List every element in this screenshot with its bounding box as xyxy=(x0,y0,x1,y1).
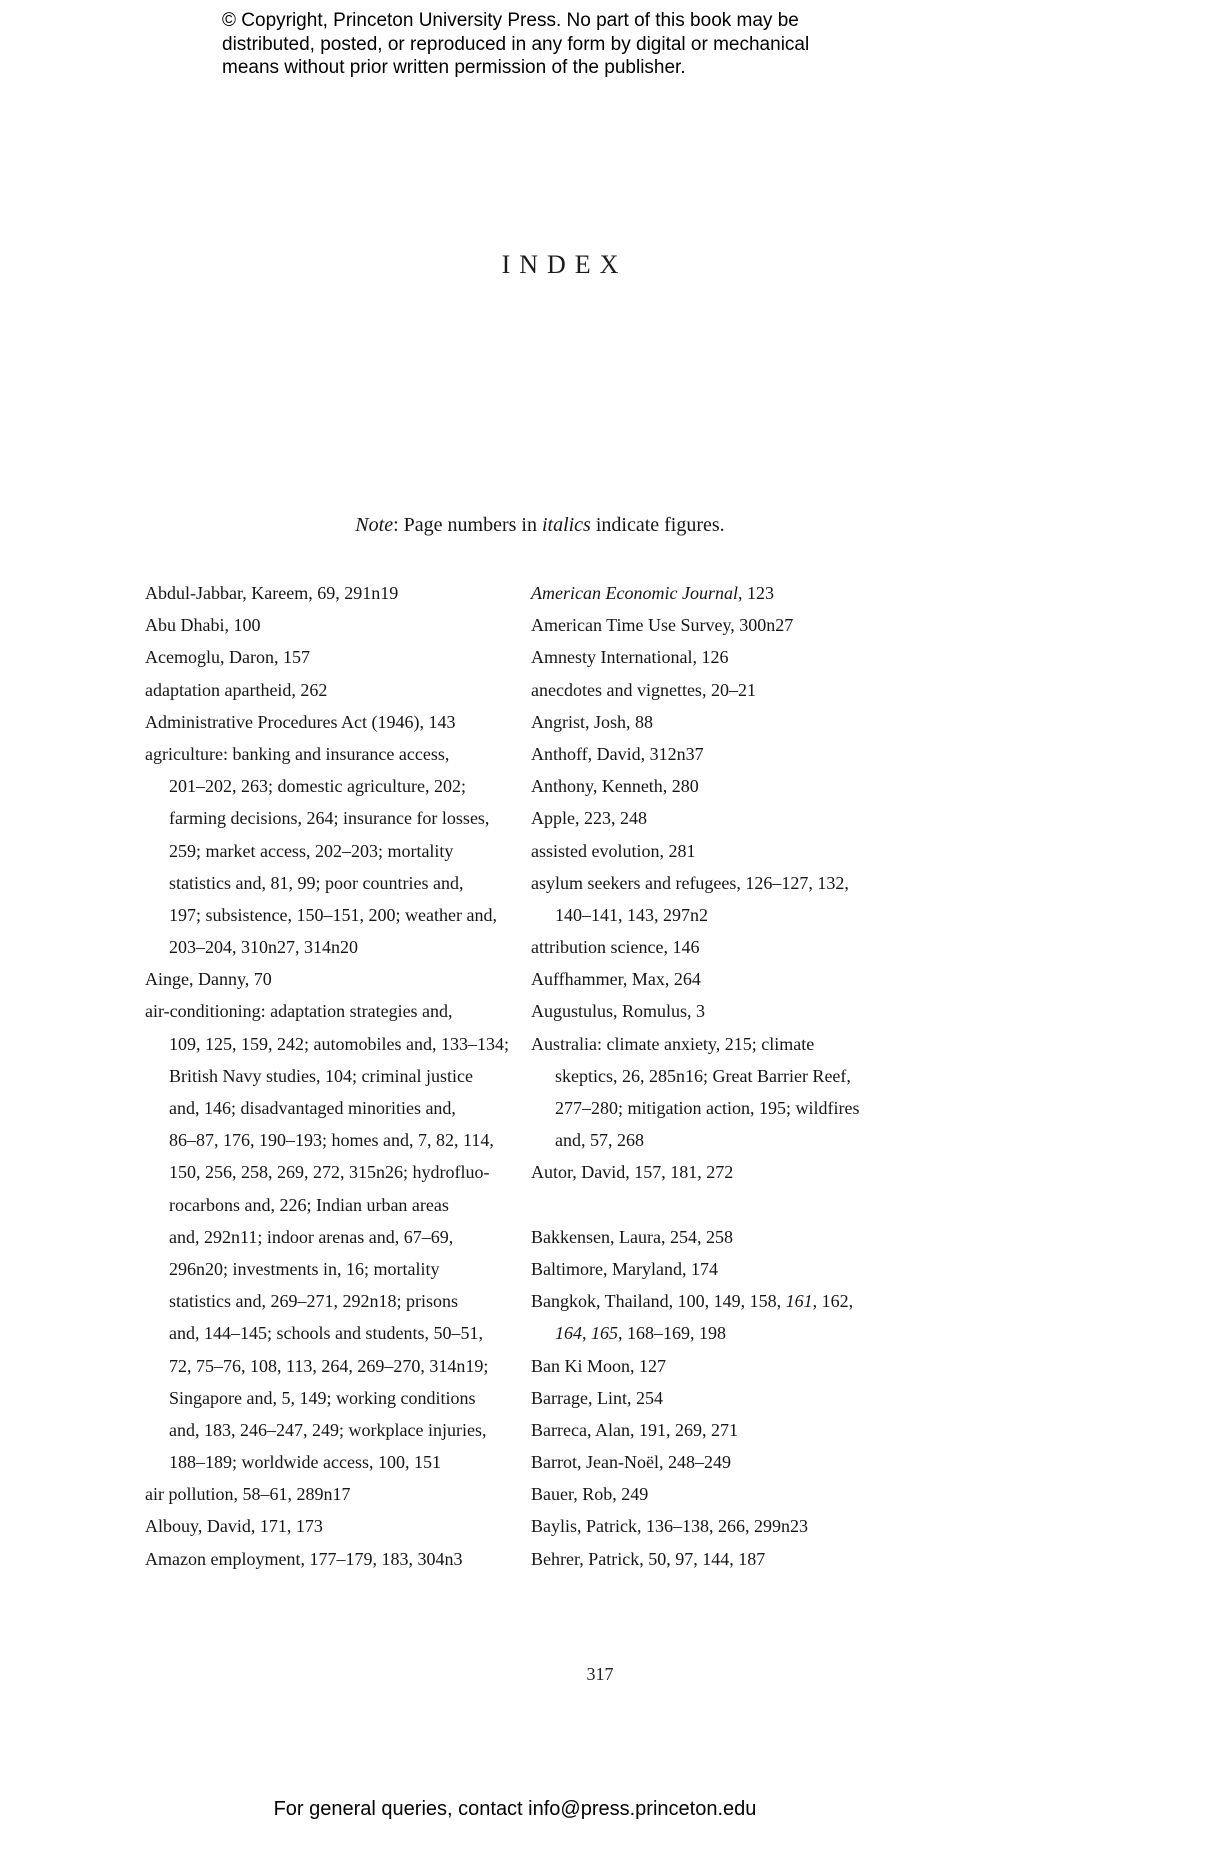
index-line: Anthony, Kenneth, 280 xyxy=(531,776,699,797)
index-line: rocarbons and, 226; Indian urban areas xyxy=(169,1194,449,1215)
index-line: Anthoff, David, 312n37 xyxy=(531,743,704,764)
index-line: Bakkensen, Laura, 254, 258 xyxy=(531,1226,733,1247)
index-line: and, 144–145; schools and students, 50–51, xyxy=(169,1323,483,1344)
index-line: anecdotes and vignettes, 20–21 xyxy=(531,679,756,700)
index-line: Abu Dhabi, 100 xyxy=(145,615,261,636)
index-line: Australia: climate anxiety, 215; climate xyxy=(531,1033,815,1054)
index-line: air pollution, 58–61, 289n17 xyxy=(145,1484,351,1505)
page-number: 317 xyxy=(586,1664,614,1684)
page-title: INDEX xyxy=(501,250,628,279)
index-line: Barreca, Alan, 191, 269, 271 xyxy=(531,1419,738,1440)
index-line: adaptation apartheid, 262 xyxy=(145,679,328,700)
index-line: Amazon employment, 177–179, 183, 304n3 xyxy=(145,1548,463,1569)
index-line: 164, 165, 168–169, 198 xyxy=(555,1323,726,1344)
index-line: Angrist, Josh, 88 xyxy=(531,711,654,732)
index-line: agriculture: banking and insurance access, xyxy=(145,743,450,764)
index-line: Albouy, David, 171, 173 xyxy=(145,1516,323,1537)
index-line: and, 292n11; indoor arenas and, 67–69, xyxy=(169,1226,454,1247)
index-line: Ban Ki Moon, 127 xyxy=(531,1355,666,1376)
index-line: assisted evolution, 281 xyxy=(531,840,696,861)
index-line: 277–280; mitigation action, 195; wildfires xyxy=(555,1098,860,1118)
index-line: Autor, David, 157, 181, 272 xyxy=(531,1162,734,1183)
index-line: 197; subsistence, 150–151, 200; weather and, xyxy=(169,904,497,925)
index-line: farming decisions, 264; insurance for losses, xyxy=(169,808,490,829)
index-line: skeptics, 26, 285n16; Great Barrier Reef, xyxy=(555,1065,851,1086)
index-line: and, 146; disadvantaged minorities and, xyxy=(169,1098,456,1118)
index-line: 203–204, 310n27, 314n20 xyxy=(169,937,358,958)
index-line: Auffhammer, Max, 264 xyxy=(531,969,701,990)
index-line: air-conditioning: adaptation strategies and, xyxy=(145,1001,453,1022)
index-line: 296n20; investments in, 16; mortality xyxy=(169,1258,440,1279)
index-line: and, 57, 268 xyxy=(555,1130,644,1151)
index-line: Baylis, Patrick, 136–138, 266, 299n23 xyxy=(531,1516,808,1537)
copyright-line: distributed, posted, or reproduced in any form by digital or mechanical xyxy=(222,33,810,55)
index-column-right xyxy=(531,577,901,1575)
index-line: asylum seekers and refugees, 126–127, 132, xyxy=(531,872,849,893)
index-line: Amnesty International, 126 xyxy=(531,647,729,668)
index-line: Acemoglu, Daron, 157 xyxy=(145,647,310,668)
index-line: American Time Use Survey, 300n27 xyxy=(531,615,794,636)
index-line: Abdul-Jabbar, Kareem, 69, 291n19 xyxy=(145,583,399,603)
index-line: 72, 75–76, 108, 113, 264, 269–270, 314n19; xyxy=(169,1355,489,1376)
index-line: Bauer, Rob, 249 xyxy=(531,1484,649,1505)
index-line: Barrot, Jean-Noël, 248–249 xyxy=(531,1452,731,1473)
index-line xyxy=(531,1189,901,1221)
index-line: Apple, 223, 248 xyxy=(531,808,647,829)
index-column-left xyxy=(145,577,515,1575)
index-line: Bangkok, Thailand, 100, 149, 158, 161, 162, xyxy=(531,1291,854,1312)
copyright-line: © Copyright, Princeton University Press. No part of this book may be xyxy=(222,10,799,31)
index-line: 150, 256, 258, 269, 272, 315n26; hydrofluo- xyxy=(169,1162,490,1183)
index-line: 201–202, 263; domestic agriculture, 202; xyxy=(169,776,466,797)
index-line: and, 183, 246–247, 249; workplace injuries, xyxy=(169,1419,487,1440)
copyright-notice xyxy=(222,9,809,80)
index-line: Baltimore, Maryland, 174 xyxy=(531,1258,718,1279)
index-line: Ainge, Danny, 70 xyxy=(145,969,272,990)
index-line: 86–87, 176, 190–193; homes and, 7, 82, 114, xyxy=(169,1130,494,1151)
index-line: Singapore and, 5, 149; working conditions xyxy=(169,1387,476,1408)
index-line: Barrage, Lint, 254 xyxy=(531,1387,663,1408)
footer-contact-line: For general queries, contact info@press.princeton.edu xyxy=(273,1798,757,1820)
index-line: 140–141, 143, 297n2 xyxy=(555,904,708,925)
index-line: Administrative Procedures Act (1946), 143 xyxy=(145,711,456,732)
index-line: 259; market access, 202–203; mortality xyxy=(169,840,454,861)
index-line: 188–189; worldwide access, 100, 151 xyxy=(169,1452,441,1473)
index-note: Note: Page numbers in italics indicate figures. xyxy=(355,514,725,536)
index-line: 109, 125, 159, 242; automobiles and, 133–134; xyxy=(169,1033,509,1054)
index-line: Augustulus, Romulus, 3 xyxy=(531,1001,706,1022)
index-line: statistics and, 269–271, 292n18; prisons xyxy=(169,1291,458,1312)
index-line: attribution science, 146 xyxy=(531,937,700,958)
index-line: American Economic Journal, 123 xyxy=(531,583,774,603)
copyright-line: means without prior written permission of the publisher. xyxy=(222,57,686,78)
index-line: statistics and, 81, 99; poor countries and, xyxy=(169,872,464,893)
index-line: Behrer, Patrick, 50, 97, 144, 187 xyxy=(531,1548,766,1569)
index-line: British Navy studies, 104; criminal justice xyxy=(169,1065,473,1086)
